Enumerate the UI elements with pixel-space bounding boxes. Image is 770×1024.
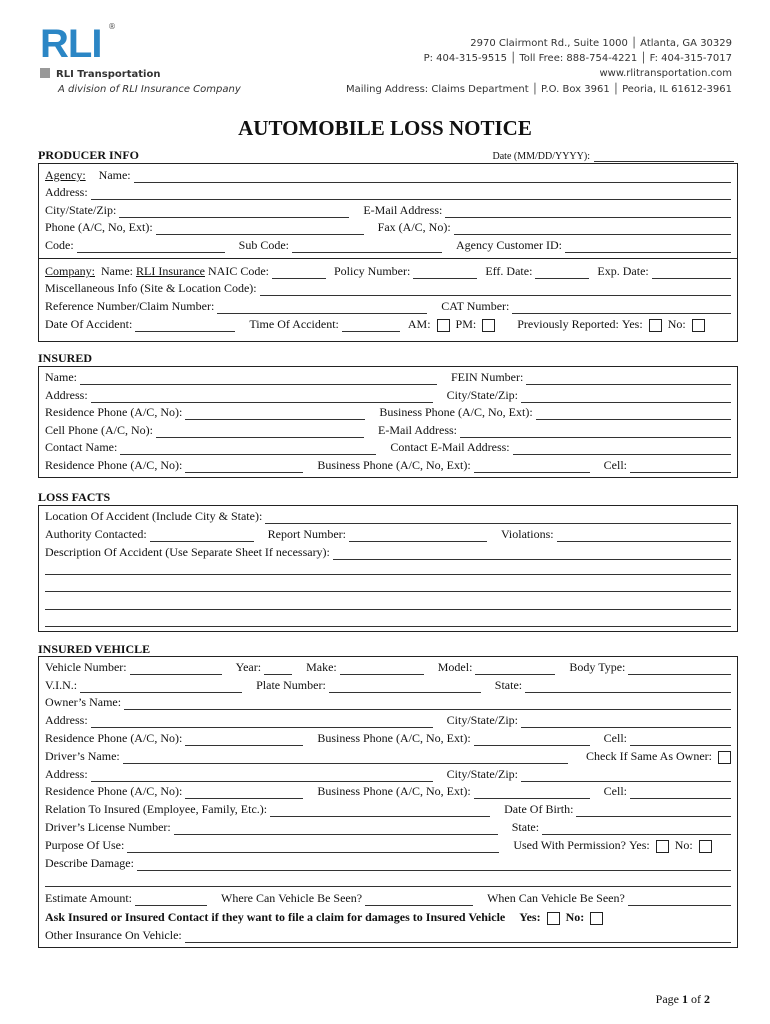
permission-yes-label: Yes: xyxy=(628,838,650,852)
contact-name-input[interactable] xyxy=(120,443,376,455)
agency-customer-label: Agency Customer ID: xyxy=(456,238,562,252)
date-accident-input[interactable] xyxy=(135,320,235,332)
registered-mark: ® xyxy=(108,22,116,31)
contact-bus-phone-label: Business Phone (A/C, No, Ext): xyxy=(317,458,471,472)
location-input[interactable] xyxy=(265,512,731,524)
policy-input[interactable] xyxy=(413,267,477,279)
page-current: 1 xyxy=(682,992,688,1006)
driver-bus-phone-input[interactable] xyxy=(474,787,590,799)
section-title-loss: LOSS FACTS xyxy=(38,490,111,504)
driver-input[interactable] xyxy=(123,752,568,764)
fein-label: FEIN Number: xyxy=(451,370,524,384)
section-title-insured: INSURED xyxy=(38,351,93,365)
prev-no-label: No: xyxy=(667,317,686,331)
relation-label: Relation To Insured (Employee, Family, Etc.): xyxy=(45,802,268,816)
page-number xyxy=(656,992,710,1007)
time-accident-input[interactable] xyxy=(342,320,400,332)
license-input[interactable] xyxy=(174,823,498,835)
company-label: Company: xyxy=(45,264,95,278)
report-input[interactable] xyxy=(349,530,487,542)
insured-res-phone-label: Residence Phone (A/C, No): xyxy=(45,405,183,419)
company-name-label: Name: xyxy=(101,264,133,278)
brand-name xyxy=(40,68,160,80)
contact-name-label: Contact Name: xyxy=(45,440,118,454)
description-label: Description Of Accident (Use Separate Sheet If necessary): xyxy=(45,545,330,559)
date-input[interactable] xyxy=(594,150,734,162)
other-insurance-label: Other Insurance On Vehicle: xyxy=(45,928,182,942)
insured-bus-phone-input[interactable] xyxy=(536,408,731,420)
page-of: of xyxy=(691,992,701,1006)
owner-address-input[interactable] xyxy=(91,716,433,728)
rli-logo xyxy=(40,22,116,66)
insured-cell-input[interactable] xyxy=(156,426,364,438)
code-input[interactable] xyxy=(77,241,225,253)
model-label: Model: xyxy=(437,660,473,674)
owner-res-phone-input[interactable] xyxy=(185,734,303,746)
division-text: A division of RLI Insurance Company xyxy=(58,84,241,95)
driver-city-input[interactable] xyxy=(521,770,731,782)
insured-email-input[interactable] xyxy=(460,426,731,438)
contact-cell-input[interactable] xyxy=(630,461,731,473)
misc-input[interactable] xyxy=(260,284,731,296)
fein-input[interactable] xyxy=(526,373,731,385)
insured-email-label: E-Mail Address: xyxy=(378,423,457,437)
same-owner-label: Check If Same As Owner: xyxy=(586,749,712,763)
section-title-producer: PRODUCER INFO xyxy=(38,148,139,162)
damage-input[interactable] xyxy=(137,859,731,871)
policy-label: Policy Number: xyxy=(333,264,411,278)
insured-city-input[interactable] xyxy=(521,391,731,403)
agency-city-input[interactable] xyxy=(119,206,349,218)
license-state-input[interactable] xyxy=(542,823,731,835)
driver-address-input[interactable] xyxy=(91,770,433,782)
agency-address-input[interactable] xyxy=(91,188,731,200)
vin-input[interactable] xyxy=(80,681,242,693)
agency-email-label: E-Mail Address: xyxy=(363,203,443,217)
date-accident-label: Date Of Accident: xyxy=(45,317,133,331)
plate-label: Plate Number: xyxy=(256,678,326,692)
license-label: Driver’s License Number: xyxy=(45,820,171,834)
driver-bus-phone-label: Business Phone (A/C, No, Ext): xyxy=(317,784,471,798)
pm-label: PM: xyxy=(455,317,477,331)
contact-res-phone-label: Residence Phone (A/C, No): xyxy=(45,458,183,472)
driver-res-phone-label: Residence Phone (A/C, No): xyxy=(45,784,183,798)
description-line[interactable] xyxy=(45,626,731,627)
agency-fax-label: Fax (A/C, No): xyxy=(377,220,451,234)
vehicle-state-input[interactable] xyxy=(525,681,731,693)
body-type-input[interactable] xyxy=(628,663,731,675)
agency-address-label: Address: xyxy=(45,185,88,199)
permission-label: Used With Permission? xyxy=(513,838,626,852)
claim-no-label: No: xyxy=(565,910,585,924)
time-accident-label: Time Of Accident: xyxy=(249,317,339,331)
dob-input[interactable] xyxy=(576,805,731,817)
contact-res-phone-input[interactable] xyxy=(185,461,303,473)
prev-no-checkbox[interactable] xyxy=(692,319,705,332)
when-label: When Can Vehicle Be Seen? xyxy=(487,891,625,905)
insured-address-input[interactable] xyxy=(91,391,433,403)
subcode-input[interactable] xyxy=(292,241,442,253)
license-state-label: State: xyxy=(511,820,540,834)
loss-box xyxy=(38,505,738,632)
when-input[interactable] xyxy=(628,894,731,906)
make-input[interactable] xyxy=(340,663,424,675)
purpose-label: Purpose Of Use: xyxy=(45,838,125,852)
claim-yes-label: Yes: xyxy=(519,910,541,924)
mailing-address: Mailing Address: Claims Department │ P.O. Box 3961 │ Peoria, IL 61612-3961 xyxy=(346,84,732,95)
date-label: Date (MM/DD/YYYY): xyxy=(492,151,590,162)
authority-label: Authority Contacted: xyxy=(45,527,147,541)
same-owner-checkbox[interactable] xyxy=(718,751,731,764)
claim-yes-checkbox[interactable] xyxy=(547,912,560,925)
vehicle-state-label: State: xyxy=(494,678,523,692)
vehicle-number-label: Vehicle Number: xyxy=(45,660,127,674)
insured-name-input[interactable] xyxy=(80,373,437,385)
eff-date-label: Eff. Date: xyxy=(485,264,533,278)
relation-input[interactable] xyxy=(270,805,490,817)
where-input[interactable] xyxy=(365,894,473,906)
cat-label: CAT Number: xyxy=(441,299,510,313)
owner-city-input[interactable] xyxy=(521,716,731,728)
agency-phone-input[interactable] xyxy=(156,223,364,235)
document-title: AUTOMOBILE LOSS NOTICE xyxy=(238,116,532,140)
driver-cell-input[interactable] xyxy=(630,787,731,799)
exp-date-input[interactable] xyxy=(652,267,731,279)
driver-address-label: Address: xyxy=(45,767,88,781)
description-line[interactable] xyxy=(45,609,731,610)
owner-bus-phone-input[interactable] xyxy=(474,734,590,746)
permission-no-checkbox[interactable] xyxy=(699,840,712,853)
agency-name-label: Name: xyxy=(98,168,131,182)
damage-label: Describe Damage: xyxy=(45,856,134,870)
year-input[interactable] xyxy=(264,663,292,675)
location-label: Location Of Accident (Include City & State): xyxy=(45,509,263,523)
body-type-label: Body Type: xyxy=(569,660,626,674)
permission-yes-checkbox[interactable] xyxy=(656,840,669,853)
owner-input[interactable] xyxy=(124,698,731,710)
insured-name-label: Name: xyxy=(45,370,77,384)
model-input[interactable] xyxy=(475,663,555,675)
reference-label: Reference Number/Claim Number: xyxy=(45,299,215,313)
am-checkbox[interactable] xyxy=(437,319,450,332)
agency-city-label: City/State/Zip: xyxy=(45,203,117,217)
am-label: AM: xyxy=(407,317,431,331)
logo-wordmark: RLI xyxy=(40,22,102,66)
eff-date-input[interactable] xyxy=(535,267,589,279)
website: www.rlitransportation.com xyxy=(599,68,732,79)
estimate-label: Estimate Amount: xyxy=(45,891,132,905)
previously-reported-label: Previously Reported: xyxy=(517,317,619,331)
claim-question-label: Ask Insured or Insured Contact if they want to file a claim for damages to Insured Vehicle xyxy=(45,910,506,924)
section-title-vehicle: INSURED VEHICLE xyxy=(38,642,151,656)
misc-label: Miscellaneous Info (Site & Location Code): xyxy=(45,281,257,295)
company-name-value: RLI Insurance xyxy=(136,264,205,278)
agency-email-input[interactable] xyxy=(445,206,731,218)
owner-cell-input[interactable] xyxy=(630,734,731,746)
contact-email-input[interactable] xyxy=(513,443,731,455)
driver-cell-label: Cell: xyxy=(603,784,627,798)
insured-cell-label: Cell Phone (A/C, No): xyxy=(45,423,153,437)
claim-no-checkbox[interactable] xyxy=(590,912,603,925)
where-label: Where Can Vehicle Be Seen? xyxy=(221,891,363,905)
insured-box xyxy=(38,366,738,478)
brand-label: RLI Transportation xyxy=(56,69,161,80)
contact-bus-phone-input[interactable] xyxy=(474,461,590,473)
other-insurance-input[interactable] xyxy=(185,931,731,943)
prev-yes-checkbox[interactable] xyxy=(649,319,662,332)
authority-input[interactable] xyxy=(150,530,254,542)
reference-input[interactable] xyxy=(217,302,427,314)
owner-bus-phone-label: Business Phone (A/C, No, Ext): xyxy=(317,731,471,745)
owner-label: Owner’s Name: xyxy=(45,695,122,709)
driver-label: Driver’s Name: xyxy=(45,749,120,763)
subcode-label: Sub Code: xyxy=(238,238,290,252)
permission-no-label: No: xyxy=(674,838,693,852)
agency-customer-input[interactable] xyxy=(565,241,731,253)
agency-label: Agency: xyxy=(45,168,86,182)
date-field-row xyxy=(493,150,735,162)
make-label: Make: xyxy=(306,660,337,674)
contact-email-label: Contact E-Mail Address: xyxy=(390,440,510,454)
contact-cell-label: Cell: xyxy=(603,458,627,472)
description-line[interactable] xyxy=(45,574,731,575)
exp-date-label: Exp. Date: xyxy=(597,264,649,278)
vehicle-number-input[interactable] xyxy=(130,663,222,675)
prev-yes-label: Yes: xyxy=(621,317,643,331)
owner-address-label: Address: xyxy=(45,713,88,727)
report-label: Report Number: xyxy=(267,527,346,541)
page-total: 2 xyxy=(704,992,710,1006)
agency-phone-label: Phone (A/C, No, Ext): xyxy=(45,220,153,234)
estimate-input[interactable] xyxy=(135,894,207,906)
naic-input[interactable] xyxy=(272,267,326,279)
owner-res-phone-label: Residence Phone (A/C, No): xyxy=(45,731,183,745)
plate-input[interactable] xyxy=(329,681,481,693)
address-line-2: P: 404-315-9515 │ Toll Free: 888-754-4221 │ F: 404-315-7017 xyxy=(423,53,732,64)
naic-label: NAIC Code: xyxy=(207,264,269,278)
driver-city-label: City/State/Zip: xyxy=(446,767,519,781)
code-label: Code: xyxy=(45,238,74,252)
purpose-input[interactable] xyxy=(127,841,499,853)
vehicle-box xyxy=(38,656,738,948)
producer-box xyxy=(38,163,738,342)
description-line[interactable] xyxy=(45,591,731,592)
owner-cell-label: Cell: xyxy=(603,731,627,745)
description-input[interactable] xyxy=(333,548,731,560)
vin-label: V.I.N.: xyxy=(45,678,78,692)
violations-input[interactable] xyxy=(557,530,731,542)
cat-input[interactable] xyxy=(512,302,731,314)
violations-label: Violations: xyxy=(500,527,554,541)
agency-name-input[interactable] xyxy=(134,171,731,183)
damage-line[interactable] xyxy=(45,886,731,887)
page-label: Page xyxy=(655,992,679,1006)
insured-res-phone-input[interactable] xyxy=(185,408,365,420)
square-icon xyxy=(40,68,50,78)
owner-city-label: City/State/Zip: xyxy=(446,713,519,727)
agency-fax-input[interactable] xyxy=(454,223,731,235)
pm-checkbox[interactable] xyxy=(482,319,495,332)
insured-city-label: City/State/Zip: xyxy=(446,388,519,402)
insured-address-label: Address: xyxy=(45,388,88,402)
address-line-1: 2970 Clairmont Rd., Suite 1000 │ Atlanta, GA 30329 xyxy=(470,38,732,49)
insured-bus-phone-label: Business Phone (A/C, No, Ext): xyxy=(379,405,533,419)
year-label: Year: xyxy=(235,660,262,674)
divider xyxy=(39,258,737,259)
dob-label: Date Of Birth: xyxy=(504,802,574,816)
driver-res-phone-input[interactable] xyxy=(185,787,303,799)
